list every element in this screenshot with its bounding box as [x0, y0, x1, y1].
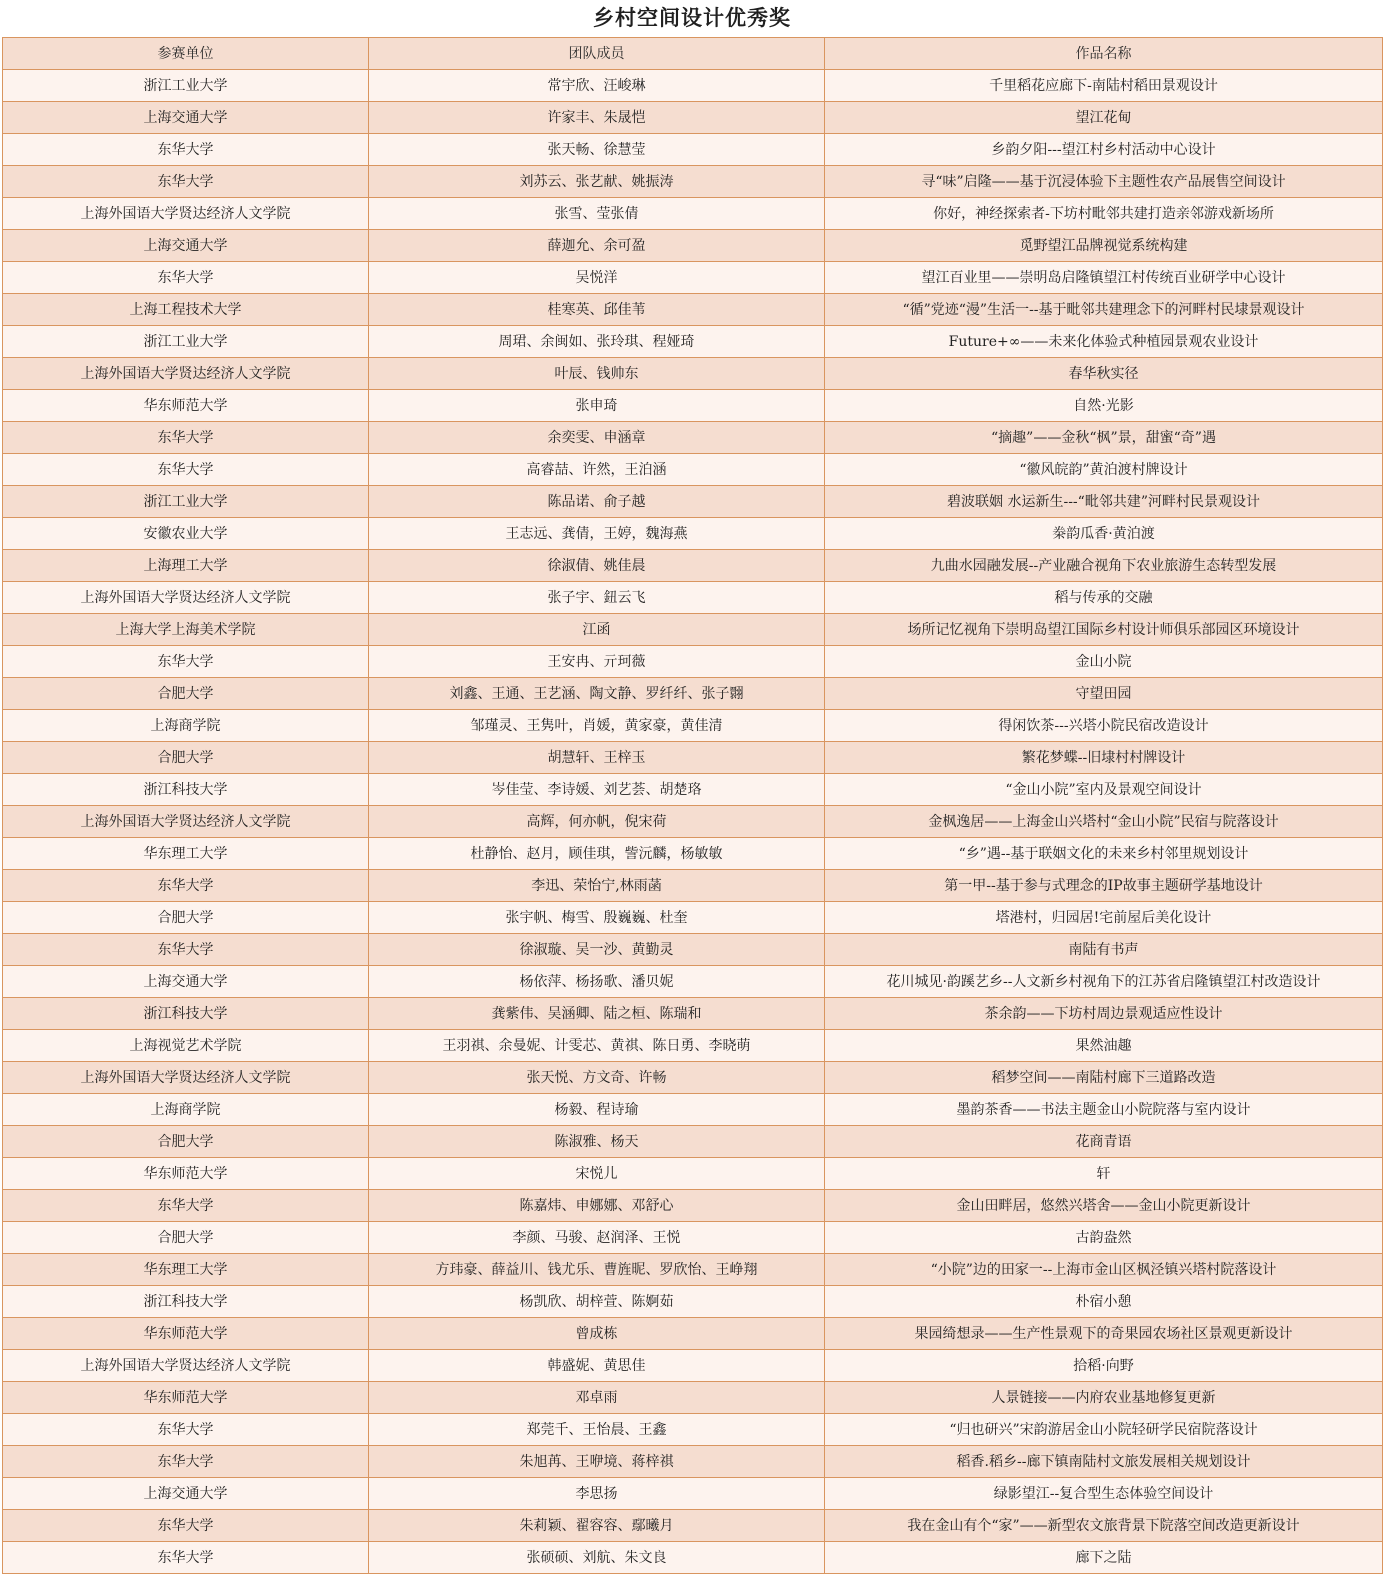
awards-table	[2, 37, 1383, 1574]
cell-work: 九曲水园融发展--产业融合视角下农业旅游生态转型发展	[825, 550, 1383, 582]
cell-unit: 华东理工大学	[3, 838, 369, 870]
cell-members: 韩盛妮、黄思佳	[369, 1350, 825, 1382]
cell-members: 薛迦允、余可盈	[369, 230, 825, 262]
cell-work: 金山小院	[825, 646, 1383, 678]
cell-unit: 上海商学院	[3, 710, 369, 742]
cell-members: 吴悦洋	[369, 262, 825, 294]
table-row	[3, 1030, 1383, 1062]
cell-members: 刘苏云、张艺献、姚振涛	[369, 166, 825, 198]
cell-unit: 东华大学	[3, 870, 369, 902]
table-row	[3, 742, 1383, 774]
cell-members: 陈品诺、俞子越	[369, 486, 825, 518]
cell-members: 杨依萍、杨扬歌、潘贝妮	[369, 966, 825, 998]
table-row	[3, 582, 1383, 614]
table-row	[3, 1542, 1383, 1574]
cell-members: 邹瑾灵、王隽叶，肖媛，黄家豪，黄佳清	[369, 710, 825, 742]
table-row	[3, 294, 1383, 326]
cell-work: 朴宿小憩	[825, 1286, 1383, 1318]
table-row	[3, 230, 1383, 262]
table-row	[3, 1254, 1383, 1286]
cell-members: 杨凯欣、胡梓萱、陈婀茹	[369, 1286, 825, 1318]
cell-unit: 上海外国语大学贤达经济人文学院	[3, 806, 369, 838]
cell-members: 张子宇、鈕云飞	[369, 582, 825, 614]
cell-members: 邓卓雨	[369, 1382, 825, 1414]
cell-unit: 上海外国语大学贤达经济人文学院	[3, 358, 369, 390]
cell-members: 杜静怡、赵月，顾佳琪，訾沅麟，杨敏敏	[369, 838, 825, 870]
cell-members: 曾成栋	[369, 1318, 825, 1350]
column-header-unit: 参赛单位	[3, 38, 369, 70]
cell-unit: 上海交通大学	[3, 230, 369, 262]
cell-members: 高睿喆、许然，王泊涵	[369, 454, 825, 486]
cell-members: 余奕雯、申涵章	[369, 422, 825, 454]
cell-work: “摘趣”——金秋“枫”景，甜蜜“奇”遇	[825, 422, 1383, 454]
cell-members: 李迅、荣怡宁,林雨菡	[369, 870, 825, 902]
cell-work: 千里稻花应廊下-南陆村稻田景观设计	[825, 70, 1383, 102]
cell-unit: 浙江科技大学	[3, 774, 369, 806]
table-row	[3, 198, 1383, 230]
cell-members: 龚紫伟、吴涵卿、陆之桓、陈瑞和	[369, 998, 825, 1030]
cell-members: 周珺、余闽如、张玲琪、程娅琦	[369, 326, 825, 358]
cell-work: 自然·光影	[825, 390, 1383, 422]
cell-unit: 合肥大学	[3, 1126, 369, 1158]
cell-members: 宋悦儿	[369, 1158, 825, 1190]
cell-work: 望江百业里——崇明岛启隆镇望江村传统百业研学中心设计	[825, 262, 1383, 294]
cell-members: 高辉，何亦帆，倪宋荷	[369, 806, 825, 838]
cell-unit: 东华大学	[3, 1190, 369, 1222]
table-row	[3, 166, 1383, 198]
cell-work: 金山田畔居，悠然兴塔舍——金山小院更新设计	[825, 1190, 1383, 1222]
cell-unit: 东华大学	[3, 1414, 369, 1446]
cell-work: 觅野望江品牌视觉系统构建	[825, 230, 1383, 262]
cell-members: 张宇帆、梅雪、殷巍巍、杜奎	[369, 902, 825, 934]
cell-members: 李思扬	[369, 1478, 825, 1510]
cell-work: 人景链接——内府农业基地修复更新	[825, 1382, 1383, 1414]
cell-members: 许家丰、朱晟恺	[369, 102, 825, 134]
cell-work: 你好，神经探索者-下坊村毗邻共建打造亲邻游戏新场所	[825, 198, 1383, 230]
table-row	[3, 326, 1383, 358]
table-row	[3, 518, 1383, 550]
table-row	[3, 358, 1383, 390]
table-header	[3, 38, 1383, 70]
table-row	[3, 486, 1383, 518]
table-row	[3, 934, 1383, 966]
cell-work: 望江花甸	[825, 102, 1383, 134]
table-row	[3, 1286, 1383, 1318]
cell-members: 朱莉颖、翟容容、鄢曦月	[369, 1510, 825, 1542]
cell-unit: 合肥大学	[3, 678, 369, 710]
cell-members: 李颜、马骏、赵润泽、王悦	[369, 1222, 825, 1254]
cell-work: “乡”遇--基于联姻文化的未来乡村邻里规划设计	[825, 838, 1383, 870]
table-row	[3, 1510, 1383, 1542]
cell-unit: 上海大学上海美术学院	[3, 614, 369, 646]
cell-members: 张申琦	[369, 390, 825, 422]
cell-unit: 东华大学	[3, 166, 369, 198]
cell-members: 岑佳莹、李诗媛、刘艺荟、胡楚珞	[369, 774, 825, 806]
cell-members: 胡慧轩、王梓玉	[369, 742, 825, 774]
table-row	[3, 1126, 1383, 1158]
cell-work: 花商青语	[825, 1126, 1383, 1158]
cell-work: 碧波联姻 水运新生---“毗邻共建”河畔村民景观设计	[825, 486, 1383, 518]
cell-work: 守望田园	[825, 678, 1383, 710]
cell-work: 轩	[825, 1158, 1383, 1190]
cell-work: 拾稻·向野	[825, 1350, 1383, 1382]
column-header-members: 团队成员	[369, 38, 825, 70]
cell-work: “归也研兴”宋韵游居金山小院轻研学民宿院落设计	[825, 1414, 1383, 1446]
cell-work: 稻与传承的交融	[825, 582, 1383, 614]
table-row	[3, 1094, 1383, 1126]
table-row	[3, 902, 1383, 934]
cell-work: 得闲饮茶---兴塔小院民宿改造设计	[825, 710, 1383, 742]
table-row	[3, 1318, 1383, 1350]
table-row	[3, 870, 1383, 902]
cell-unit: 上海理工大学	[3, 550, 369, 582]
cell-unit: 浙江工业大学	[3, 70, 369, 102]
cell-unit: 合肥大学	[3, 742, 369, 774]
table-row	[3, 390, 1383, 422]
cell-work: 廊下之陆	[825, 1542, 1383, 1574]
cell-work: 场所记忆视角下崇明岛望江国际乡村设计师俱乐部园区环境设计	[825, 614, 1383, 646]
cell-unit: 东华大学	[3, 1446, 369, 1478]
cell-unit: 东华大学	[3, 646, 369, 678]
cell-members: 徐淑倩、姚佳晨	[369, 550, 825, 582]
cell-members: 刘鑫、王通、王艺涵、陶文静、罗纤纤、张子翾	[369, 678, 825, 710]
table-row	[3, 998, 1383, 1030]
cell-unit: 上海视觉艺术学院	[3, 1030, 369, 1062]
cell-unit: 华东师范大学	[3, 1318, 369, 1350]
cell-unit: 东华大学	[3, 934, 369, 966]
table-row	[3, 1062, 1383, 1094]
cell-work: 稻梦空间——南陆村廊下三道路改造	[825, 1062, 1383, 1094]
cell-members: 常宇欣、汪峻琳	[369, 70, 825, 102]
cell-unit: 华东理工大学	[3, 1254, 369, 1286]
cell-members: 陈淑雅、杨天	[369, 1126, 825, 1158]
table-row	[3, 678, 1383, 710]
cell-unit: 东华大学	[3, 1542, 369, 1574]
cell-work: “徽风皖韵”黄泊渡村牌设计	[825, 454, 1383, 486]
cell-unit: 上海交通大学	[3, 1478, 369, 1510]
cell-unit: 上海交通大学	[3, 966, 369, 998]
cell-unit: 浙江工业大学	[3, 486, 369, 518]
cell-work: 桊韵瓜香·黄泊渡	[825, 518, 1383, 550]
cell-members: 郑莞千、王怡晨、王鑫	[369, 1414, 825, 1446]
cell-work: 金枫逸居——上海金山兴塔村“金山小院”民宿与院落设计	[825, 806, 1383, 838]
table-row	[3, 966, 1383, 998]
cell-work: 寻“味”启隆——基于沉浸体验下主题性农产品展售空间设计	[825, 166, 1383, 198]
cell-members: 王志远、龚倩，王婷，魏海燕	[369, 518, 825, 550]
cell-unit: 浙江科技大学	[3, 998, 369, 1030]
cell-work: 塔港村，归园居!宅前屋后美化设计	[825, 902, 1383, 934]
cell-unit: 东华大学	[3, 454, 369, 486]
cell-unit: 华东师范大学	[3, 390, 369, 422]
cell-work: 乡韵夕阳---望江村乡村活动中心设计	[825, 134, 1383, 166]
cell-members: 张雪、莹张倩	[369, 198, 825, 230]
cell-work: 稻香.稻乡--廊下镇南陆村文旅发展相关规划设计	[825, 1446, 1383, 1478]
table-row	[3, 1350, 1383, 1382]
table-row	[3, 1158, 1383, 1190]
cell-work: 墨韵茶香——书法主题金山小院院落与室内设计	[825, 1094, 1383, 1126]
table-body	[3, 70, 1383, 1574]
cell-unit: 浙江工业大学	[3, 326, 369, 358]
cell-unit: 华东师范大学	[3, 1158, 369, 1190]
table-row	[3, 646, 1383, 678]
table-row	[3, 1382, 1383, 1414]
cell-work: 第一甲--基于参与式理念的IP故事主题研学基地设计	[825, 870, 1383, 902]
cell-unit: 安徽农业大学	[3, 518, 369, 550]
cell-members: 王安冉、亓珂薇	[369, 646, 825, 678]
table-row	[3, 1478, 1383, 1510]
table-row	[3, 710, 1383, 742]
table-row	[3, 1222, 1383, 1254]
cell-unit: 东华大学	[3, 134, 369, 166]
cell-unit: 上海外国语大学贤达经济人文学院	[3, 1350, 369, 1382]
cell-unit: 东华大学	[3, 262, 369, 294]
table-row	[3, 1190, 1383, 1222]
table-row	[3, 70, 1383, 102]
cell-members: 江函	[369, 614, 825, 646]
cell-unit: 华东师范大学	[3, 1382, 369, 1414]
cell-work: 繁花梦蝶--旧埭村村牌设计	[825, 742, 1383, 774]
cell-unit: 上海工程技术大学	[3, 294, 369, 326]
cell-unit: 上海外国语大学贤达经济人文学院	[3, 582, 369, 614]
cell-unit: 东华大学	[3, 422, 369, 454]
table-row	[3, 838, 1383, 870]
table-row	[3, 102, 1383, 134]
cell-work: 茶余韵——下坊村周边景观适应性设计	[825, 998, 1383, 1030]
table-row	[3, 422, 1383, 454]
header-row	[3, 38, 1383, 70]
cell-members: 方玮豪、薛益川、钱尤乐、曹旌昵、罗欣怡、王峥翔	[369, 1254, 825, 1286]
cell-work: 花川城见·韵蹊艺乡--人文新乡村视角下的江苏省启隆镇望江村改造设计	[825, 966, 1383, 998]
cell-work: 绿影望江--复合型生态体验空间设计	[825, 1478, 1383, 1510]
cell-members: 杨毅、程诗瑜	[369, 1094, 825, 1126]
cell-members: 张硕硕、刘航、朱文良	[369, 1542, 825, 1574]
cell-unit: 东华大学	[3, 1510, 369, 1542]
cell-unit: 上海外国语大学贤达经济人文学院	[3, 198, 369, 230]
cell-unit: 合肥大学	[3, 1222, 369, 1254]
cell-members: 张天悦、方文奇、许畅	[369, 1062, 825, 1094]
cell-work: “小院”边的田家一--上海市金山区枫泾镇兴塔村院落设计	[825, 1254, 1383, 1286]
table-row	[3, 774, 1383, 806]
cell-work: “循”党迹“漫”生活一--基于毗邻共建理念下的河畔村民埭景观设计	[825, 294, 1383, 326]
table-row	[3, 134, 1383, 166]
cell-members: 陈嘉炜、申娜娜、邓舒心	[369, 1190, 825, 1222]
cell-work: 春华秋实径	[825, 358, 1383, 390]
cell-unit: 上海交通大学	[3, 102, 369, 134]
cell-members: 叶辰、钱帅东	[369, 358, 825, 390]
cell-work: “金山小院”室内及景观空间设计	[825, 774, 1383, 806]
table-row	[3, 806, 1383, 838]
cell-work: 古韵盎然	[825, 1222, 1383, 1254]
page-title: 乡村空间设计优秀奖	[0, 0, 1384, 37]
cell-unit: 合肥大学	[3, 902, 369, 934]
cell-work: 南陆有书声	[825, 934, 1383, 966]
cell-members: 徐淑璇、吴一沙、黄勤灵	[369, 934, 825, 966]
cell-members: 桂寒英、邱佳苇	[369, 294, 825, 326]
cell-members: 张天畅、徐慧莹	[369, 134, 825, 166]
table-row	[3, 454, 1383, 486]
column-header-work: 作品名称	[825, 38, 1383, 70]
table-row	[3, 614, 1383, 646]
table-row	[3, 262, 1383, 294]
table-row	[3, 1414, 1383, 1446]
table-row	[3, 550, 1383, 582]
cell-work: 果然油趣	[825, 1030, 1383, 1062]
cell-work: 我在金山有个“家”——新型农文旅背景下院落空间改造更新设计	[825, 1510, 1383, 1542]
cell-members: 朱旭苒、王咿境、蒋梓祺	[369, 1446, 825, 1478]
cell-unit: 浙江科技大学	[3, 1286, 369, 1318]
cell-work: Future+∞——未来化体验式种植园景观农业设计	[825, 326, 1383, 358]
cell-work: 果园绮想录——生产性景观下的奇果园农场社区景观更新设计	[825, 1318, 1383, 1350]
cell-unit: 上海外国语大学贤达经济人文学院	[3, 1062, 369, 1094]
cell-unit: 上海商学院	[3, 1094, 369, 1126]
cell-members: 王羽祺、余曼妮、计雯芯、黄祺、陈日勇、李晓萌	[369, 1030, 825, 1062]
table-row	[3, 1446, 1383, 1478]
